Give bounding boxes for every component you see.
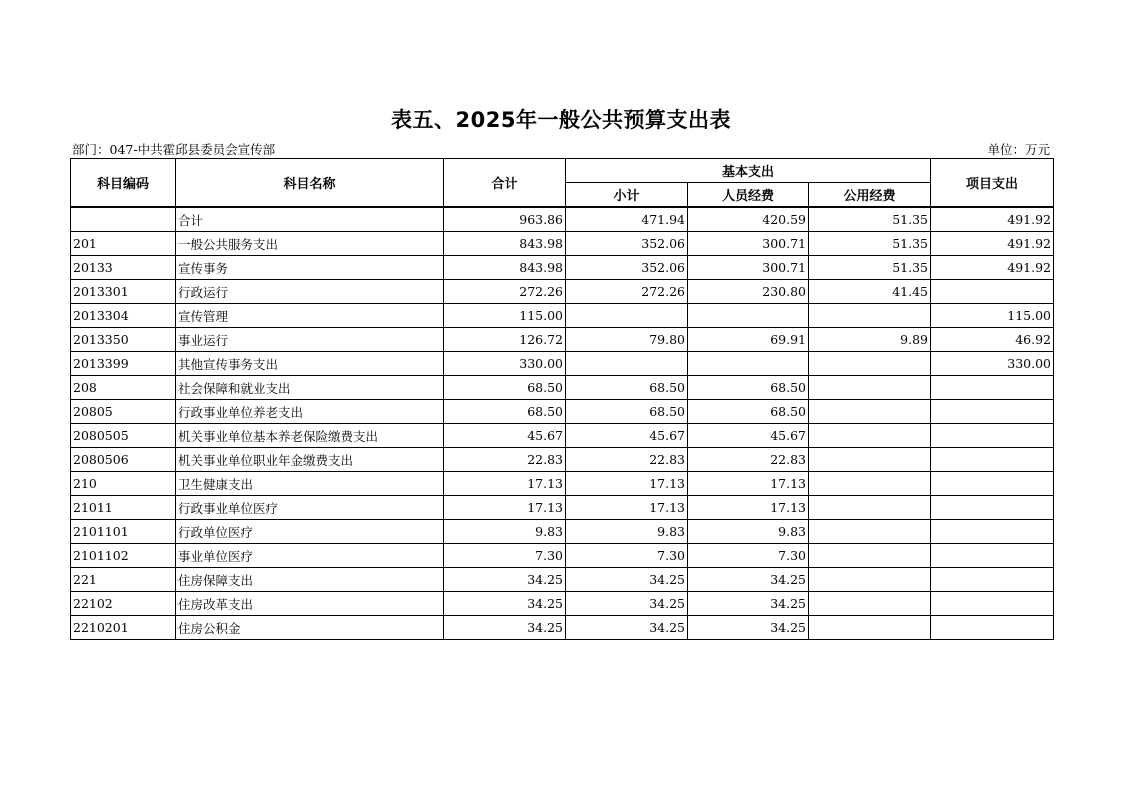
header-code: 科目编码 — [71, 159, 176, 208]
cell-name: 宣传管理 — [176, 304, 444, 328]
cell-subtotal: 34.25 — [566, 568, 688, 592]
unit-label: 单位：万元 — [987, 142, 1050, 157]
table-row — [71, 376, 1054, 400]
table-row — [71, 256, 1054, 280]
cell-project — [931, 496, 1054, 520]
cell-subtotal: 352.06 — [566, 256, 688, 280]
cell-personnel: 34.25 — [688, 592, 809, 616]
table-row — [71, 592, 1054, 616]
cell-name: 卫生健康支出 — [176, 472, 444, 496]
cell-code — [71, 207, 176, 232]
header-public: 公用经费 — [809, 183, 931, 208]
table-row — [71, 520, 1054, 544]
cell-subtotal: 7.30 — [566, 544, 688, 568]
cell-public — [809, 496, 931, 520]
table-row — [71, 207, 1054, 232]
header-name: 科目名称 — [176, 159, 444, 208]
cell-name: 一般公共服务支出 — [176, 232, 444, 256]
cell-total: 17.13 — [444, 496, 566, 520]
cell-code: 2101101 — [71, 520, 176, 544]
department-label: 部门：047-中共霍邱县委员会宣传部 — [72, 142, 276, 157]
budget-table — [70, 158, 1054, 640]
table-body — [71, 207, 1054, 640]
table-row — [71, 352, 1054, 376]
table-row — [71, 400, 1054, 424]
cell-code: 2013304 — [71, 304, 176, 328]
cell-code: 2013301 — [71, 280, 176, 304]
cell-subtotal: 352.06 — [566, 232, 688, 256]
cell-personnel — [688, 352, 809, 376]
cell-total: 22.83 — [444, 448, 566, 472]
cell-personnel: 300.71 — [688, 232, 809, 256]
cell-code: 2080505 — [71, 424, 176, 448]
cell-code: 2080506 — [71, 448, 176, 472]
cell-project — [931, 280, 1054, 304]
cell-code: 2013399 — [71, 352, 176, 376]
header-basic: 基本支出 — [566, 159, 931, 183]
cell-personnel: 34.25 — [688, 616, 809, 640]
cell-project: 115.00 — [931, 304, 1054, 328]
cell-code: 21011 — [71, 496, 176, 520]
cell-subtotal: 45.67 — [566, 424, 688, 448]
cell-total: 843.98 — [444, 256, 566, 280]
cell-personnel: 300.71 — [688, 256, 809, 280]
cell-subtotal: 68.50 — [566, 376, 688, 400]
cell-subtotal: 34.25 — [566, 616, 688, 640]
cell-subtotal: 471.94 — [566, 207, 688, 232]
page-title: 表五、2025年一般公共预算支出表 — [391, 108, 731, 132]
cell-subtotal: 272.26 — [566, 280, 688, 304]
cell-personnel: 17.13 — [688, 472, 809, 496]
cell-public — [809, 304, 931, 328]
cell-personnel: 68.50 — [688, 400, 809, 424]
table-row — [71, 616, 1054, 640]
cell-code: 208 — [71, 376, 176, 400]
cell-public: 41.45 — [809, 280, 931, 304]
cell-name: 行政事业单位医疗 — [176, 496, 444, 520]
cell-total: 330.00 — [444, 352, 566, 376]
cell-personnel: 34.25 — [688, 568, 809, 592]
cell-personnel: 230.80 — [688, 280, 809, 304]
cell-subtotal: 79.80 — [566, 328, 688, 352]
cell-public: 51.35 — [809, 232, 931, 256]
cell-code: 221 — [71, 568, 176, 592]
cell-name: 机关事业单位基本养老保险缴费支出 — [176, 424, 444, 448]
cell-public — [809, 472, 931, 496]
cell-code: 20805 — [71, 400, 176, 424]
cell-public — [809, 424, 931, 448]
cell-total: 843.98 — [444, 232, 566, 256]
table-row — [71, 304, 1054, 328]
cell-name: 行政单位医疗 — [176, 520, 444, 544]
cell-project — [931, 448, 1054, 472]
cell-personnel: 45.67 — [688, 424, 809, 448]
cell-name: 住房公积金 — [176, 616, 444, 640]
cell-code: 20133 — [71, 256, 176, 280]
cell-name: 宣传事务 — [176, 256, 444, 280]
cell-public — [809, 544, 931, 568]
cell-code: 201 — [71, 232, 176, 256]
cell-code: 2013350 — [71, 328, 176, 352]
cell-code: 2210201 — [71, 616, 176, 640]
cell-project — [931, 520, 1054, 544]
cell-project — [931, 544, 1054, 568]
cell-name: 合计 — [176, 207, 444, 232]
cell-total: 115.00 — [444, 304, 566, 328]
cell-name: 行政事业单位养老支出 — [176, 400, 444, 424]
cell-public — [809, 616, 931, 640]
cell-project — [931, 616, 1054, 640]
cell-name: 行政运行 — [176, 280, 444, 304]
cell-subtotal: 34.25 — [566, 592, 688, 616]
cell-total: 7.30 — [444, 544, 566, 568]
cell-project — [931, 376, 1054, 400]
cell-name: 其他宣传事务支出 — [176, 352, 444, 376]
cell-project — [931, 568, 1054, 592]
table-row — [71, 448, 1054, 472]
cell-project: 46.92 — [931, 328, 1054, 352]
cell-public — [809, 352, 931, 376]
cell-personnel: 17.13 — [688, 496, 809, 520]
cell-subtotal: 68.50 — [566, 400, 688, 424]
table-row — [71, 472, 1054, 496]
cell-subtotal — [566, 352, 688, 376]
cell-project: 491.92 — [931, 232, 1054, 256]
cell-project: 491.92 — [931, 207, 1054, 232]
cell-name: 住房改革支出 — [176, 592, 444, 616]
cell-total: 126.72 — [444, 328, 566, 352]
cell-subtotal: 22.83 — [566, 448, 688, 472]
cell-public — [809, 568, 931, 592]
cell-name: 社会保障和就业支出 — [176, 376, 444, 400]
cell-total: 68.50 — [444, 400, 566, 424]
cell-personnel: 68.50 — [688, 376, 809, 400]
table-row — [71, 328, 1054, 352]
cell-name: 住房保障支出 — [176, 568, 444, 592]
cell-public: 51.35 — [809, 207, 931, 232]
cell-project: 491.92 — [931, 256, 1054, 280]
cell-name: 事业单位医疗 — [176, 544, 444, 568]
cell-total: 272.26 — [444, 280, 566, 304]
table-row — [71, 232, 1054, 256]
cell-personnel: 420.59 — [688, 207, 809, 232]
cell-total: 17.13 — [444, 472, 566, 496]
cell-name: 事业运行 — [176, 328, 444, 352]
cell-public — [809, 376, 931, 400]
cell-total: 34.25 — [444, 568, 566, 592]
cell-personnel: 9.83 — [688, 520, 809, 544]
cell-public: 9.89 — [809, 328, 931, 352]
cell-total: 963.86 — [444, 207, 566, 232]
cell-total: 45.67 — [444, 424, 566, 448]
table-row — [71, 544, 1054, 568]
cell-name: 机关事业单位职业年金缴费支出 — [176, 448, 444, 472]
cell-personnel: 7.30 — [688, 544, 809, 568]
cell-personnel — [688, 304, 809, 328]
cell-code: 210 — [71, 472, 176, 496]
cell-public — [809, 592, 931, 616]
cell-total: 34.25 — [444, 616, 566, 640]
table-row — [71, 568, 1054, 592]
cell-total: 9.83 — [444, 520, 566, 544]
cell-project: 330.00 — [931, 352, 1054, 376]
header-subtotal: 小计 — [566, 183, 688, 208]
cell-project — [931, 592, 1054, 616]
cell-public — [809, 448, 931, 472]
cell-personnel: 22.83 — [688, 448, 809, 472]
cell-code: 2101102 — [71, 544, 176, 568]
header-project: 项目支出 — [931, 159, 1054, 208]
cell-project — [931, 400, 1054, 424]
cell-subtotal: 17.13 — [566, 496, 688, 520]
cell-subtotal: 17.13 — [566, 472, 688, 496]
cell-public — [809, 400, 931, 424]
table-row — [71, 424, 1054, 448]
cell-personnel: 69.91 — [688, 328, 809, 352]
cell-project — [931, 472, 1054, 496]
cell-subtotal: 9.83 — [566, 520, 688, 544]
header-total: 合计 — [444, 159, 566, 208]
cell-project — [931, 424, 1054, 448]
table-row — [71, 280, 1054, 304]
cell-total: 34.25 — [444, 592, 566, 616]
cell-subtotal — [566, 304, 688, 328]
cell-public — [809, 520, 931, 544]
cell-total: 68.50 — [444, 376, 566, 400]
cell-public: 51.35 — [809, 256, 931, 280]
header-personnel: 人员经费 — [688, 183, 809, 208]
cell-code: 22102 — [71, 592, 176, 616]
table-row — [71, 496, 1054, 520]
